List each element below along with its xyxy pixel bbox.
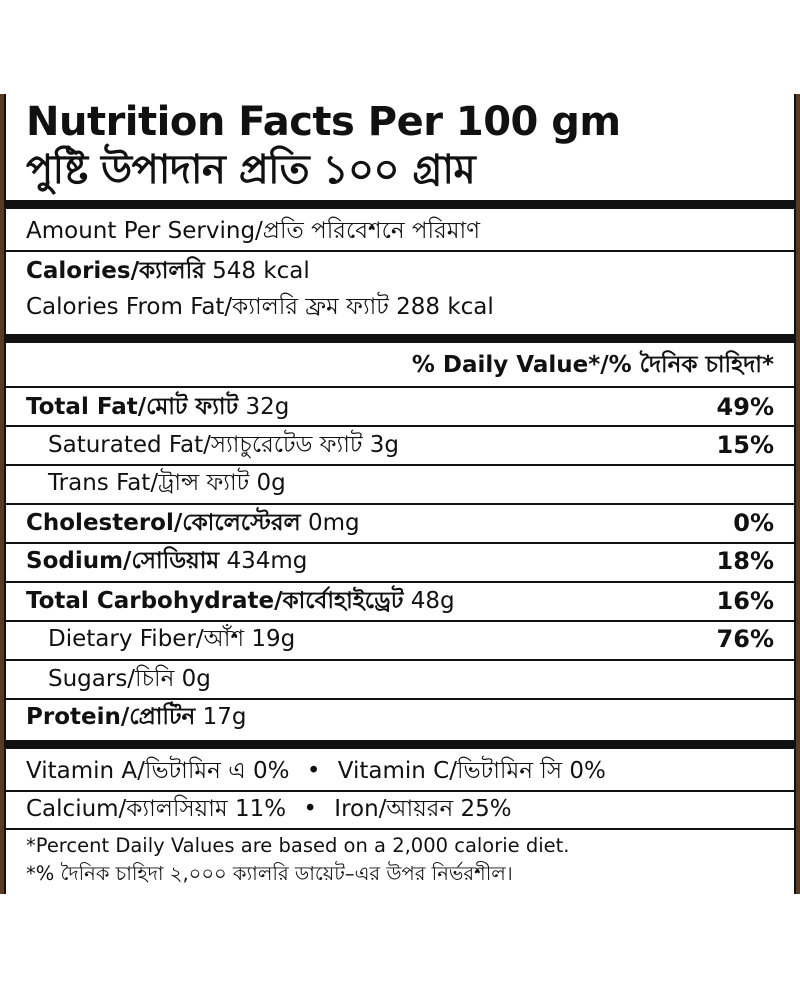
minerals-row bbox=[26, 792, 774, 826]
nutrient-label: Total Fat/মোট ফ্যাট bbox=[26, 394, 239, 420]
calories-value: 548 kcal bbox=[212, 258, 310, 284]
nutrient-percent: 15% bbox=[716, 431, 774, 459]
nutrient-row-dietary-fiber bbox=[48, 622, 774, 656]
divider bbox=[6, 659, 794, 661]
calories-label: Calories/ক্যালরি bbox=[26, 258, 205, 284]
nutrient-percent: 16% bbox=[716, 587, 774, 615]
footnote-bengali: *% দৈনিক চাহিদা ২,০০০ ক্যালরি ডায়েট–এর উপর নির্ভরশীল। bbox=[26, 862, 513, 885]
title-english: Nutrition Facts Per 100 gm bbox=[26, 99, 621, 145]
thick-divider bbox=[6, 740, 794, 749]
nutrient-label: Sugars/চিনি bbox=[48, 666, 175, 692]
nutrient-percent: 49% bbox=[716, 393, 774, 421]
nutrient-label: Protein/প্রোটিন bbox=[26, 704, 196, 730]
nutrient-percent: 76% bbox=[716, 625, 774, 653]
nutrient-amount: 32g bbox=[245, 394, 290, 420]
nutrient-amount: 17g bbox=[202, 704, 247, 730]
nutrient-label: Cholesterol/কোলেস্টেরল bbox=[26, 510, 301, 536]
title-bengali: পুষ্টি উপাদান প্রতি ১০০ গ্রাম bbox=[26, 147, 476, 193]
nutrient-row-total-fat bbox=[26, 390, 774, 424]
nutrient-amount: 0g bbox=[181, 666, 211, 692]
nutrient-label: Trans Fat/ট্রান্স ফ্যাট bbox=[48, 470, 250, 496]
nutrient-percent: 18% bbox=[716, 547, 774, 575]
bullet-separator: • bbox=[306, 758, 321, 784]
nutrient-label: Saturated Fat/স্যাচুরেটেড ফ্যাট bbox=[48, 432, 363, 458]
calories-row bbox=[26, 254, 774, 288]
nutrient-row-saturated-fat bbox=[48, 428, 774, 462]
divider bbox=[6, 386, 794, 388]
nutrient-row-protein bbox=[26, 700, 774, 734]
right-edge-strip bbox=[796, 94, 800, 894]
bullet-separator: • bbox=[303, 796, 317, 822]
nutrient-row-cholesterol bbox=[26, 506, 774, 540]
nutrient-amount: 434mg bbox=[226, 548, 308, 574]
thick-divider bbox=[6, 200, 794, 209]
amount-per-serving: Amount Per Serving/প্রতি পরিবেশনে পরিমাণ bbox=[26, 218, 481, 244]
nutrient-amount: 48g bbox=[410, 588, 455, 614]
vitamin-c: Vitamin C/ভিটামিন সি 0% bbox=[337, 758, 606, 784]
nutrition-label bbox=[4, 94, 796, 894]
divider bbox=[6, 581, 794, 583]
nutrient-amount: 3g bbox=[369, 432, 399, 458]
vitamin-a: Vitamin A/ভিটামিন এ 0% bbox=[26, 758, 290, 784]
nutrient-amount: 0mg bbox=[307, 510, 360, 536]
nutrient-row-sodium bbox=[26, 544, 774, 578]
fat-calories-value: 288 kcal bbox=[396, 294, 494, 320]
divider bbox=[6, 503, 794, 505]
divider bbox=[6, 425, 794, 427]
nutrient-label: Total Carbohydrate/কার্বোহাইড্রেট bbox=[26, 588, 404, 614]
vitamins-row bbox=[26, 754, 774, 788]
daily-value-header: % Daily Value*/% দৈনিক চাহিদা* bbox=[411, 352, 774, 378]
nutrient-percent: 0% bbox=[733, 509, 774, 537]
calcium: Calcium/ক্যালসিয়াম 11% bbox=[26, 796, 287, 822]
nutrient-row-trans-fat bbox=[48, 466, 774, 500]
nutrient-amount: 19g bbox=[251, 626, 296, 652]
nutrient-label: Sodium/সোডিয়াম bbox=[26, 548, 220, 574]
fat-calories-row bbox=[26, 290, 774, 324]
nutrient-row-sugars bbox=[48, 662, 774, 696]
iron: Iron/আয়রন 25% bbox=[334, 796, 512, 822]
thick-divider bbox=[6, 334, 794, 343]
divider bbox=[6, 828, 794, 830]
footnote-english: *Percent Daily Values are based on a 2,000 calorie diet. bbox=[26, 834, 570, 857]
nutrient-label: Dietary Fiber/আঁশ bbox=[48, 626, 245, 652]
nutrient-amount: 0g bbox=[256, 470, 286, 496]
divider bbox=[6, 250, 794, 252]
nutrient-row-total-carbohydrate bbox=[26, 584, 774, 618]
fat-calories-label: Calories From Fat/ক্যালরি ফ্রম ফ্যাট bbox=[26, 294, 389, 320]
